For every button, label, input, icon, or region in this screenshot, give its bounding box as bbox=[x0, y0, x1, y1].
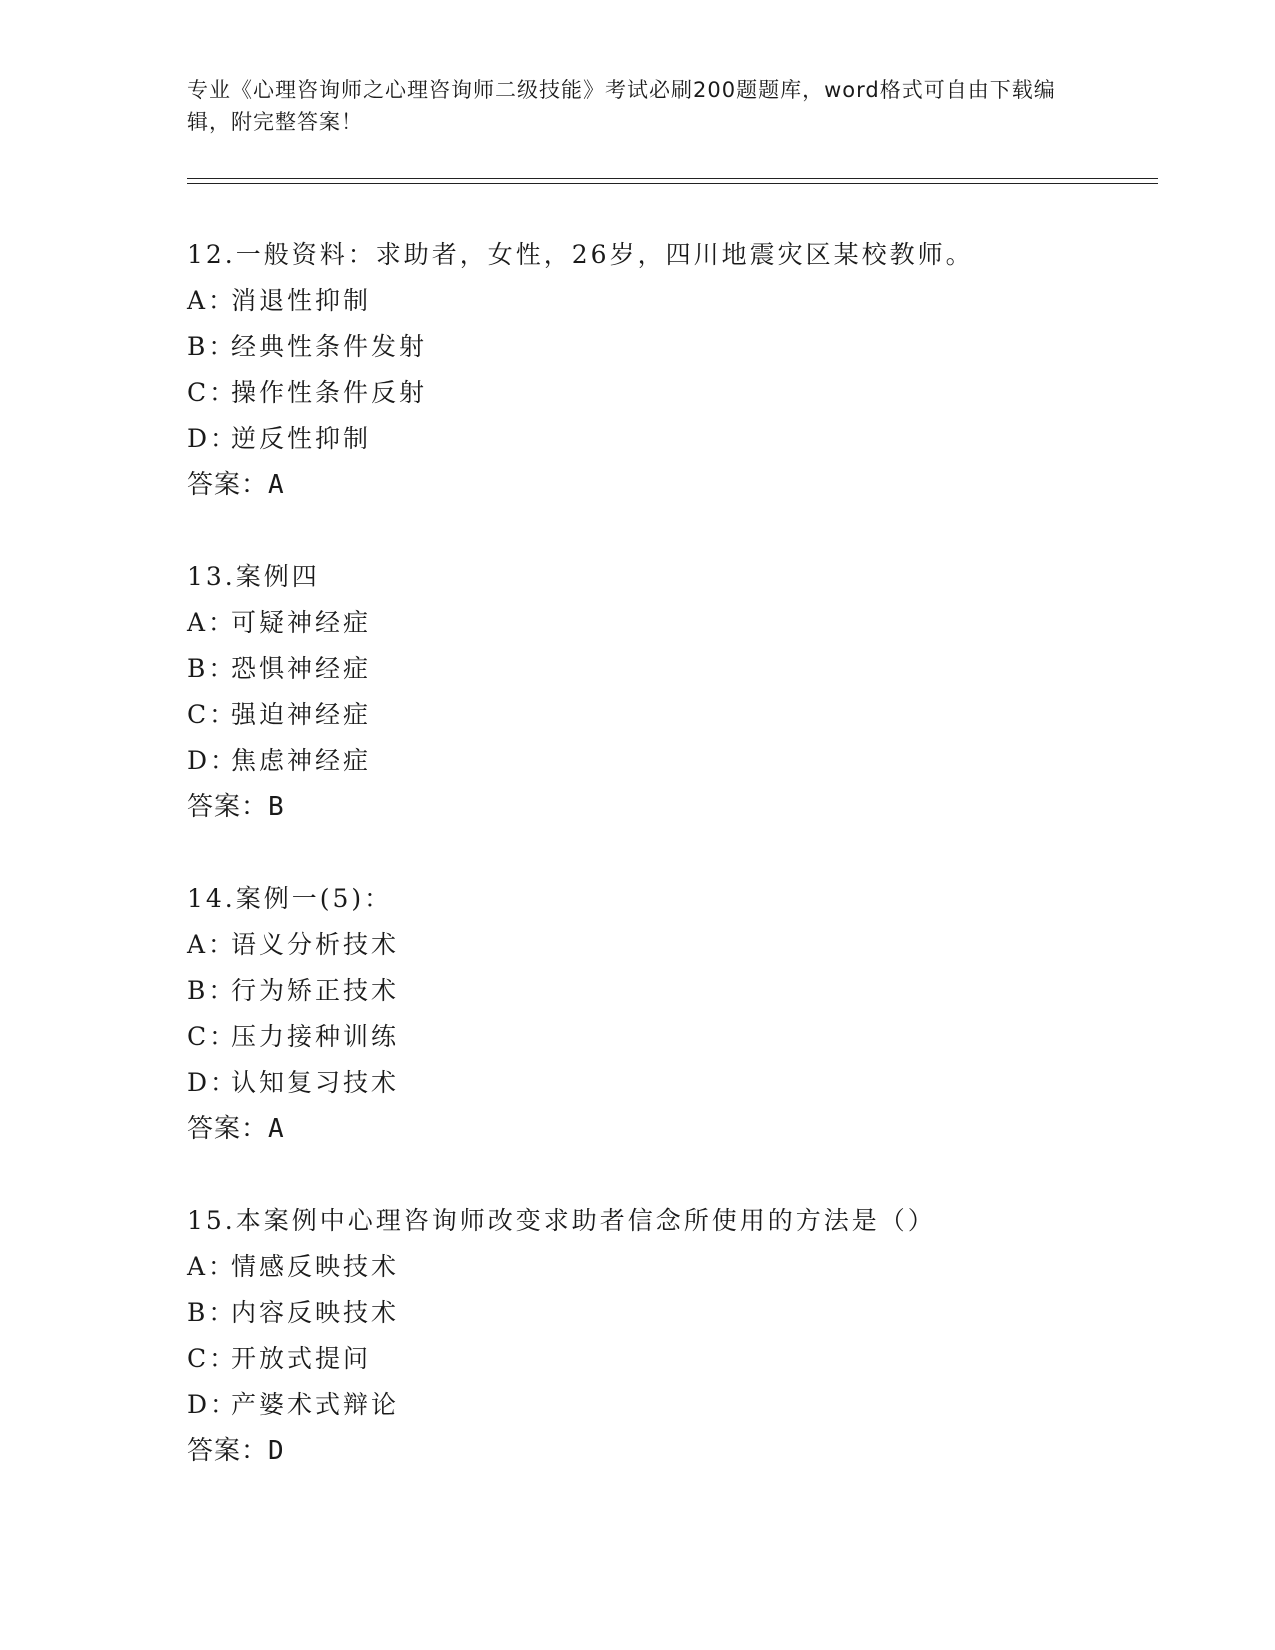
option-text: 行为矫正技术 bbox=[231, 976, 400, 1005]
answer-value: D bbox=[268, 1436, 284, 1466]
question-14 bbox=[187, 876, 1147, 1152]
header-divider-bottom bbox=[187, 183, 1158, 184]
answer-value: B bbox=[268, 792, 284, 822]
option-c bbox=[187, 692, 1147, 738]
option-d bbox=[187, 1382, 1147, 1428]
option-text: 情感反映技术 bbox=[231, 1252, 400, 1281]
option-b bbox=[187, 968, 1147, 1014]
option-b bbox=[187, 646, 1147, 692]
answer-line bbox=[187, 1428, 1147, 1474]
option-key: B： bbox=[187, 332, 237, 361]
option-key: A： bbox=[187, 1252, 237, 1281]
option-d bbox=[187, 416, 1147, 462]
option-c bbox=[187, 1336, 1147, 1382]
option-text: 操作性条件反射 bbox=[231, 378, 428, 407]
question-13 bbox=[187, 554, 1147, 830]
option-c bbox=[187, 370, 1147, 416]
option-key: A： bbox=[187, 608, 237, 637]
option-key: D： bbox=[187, 746, 239, 775]
answer-value: A bbox=[268, 1114, 284, 1144]
option-key: C： bbox=[187, 378, 238, 407]
option-text: 产婆术式辩论 bbox=[231, 1390, 400, 1419]
question-12 bbox=[187, 232, 1147, 508]
option-text: 内容反映技术 bbox=[231, 1298, 400, 1327]
document-intro: 专业《心理咨询师之心理咨询师二级技能》考试必刷200题题库，word格式可自由下载编辑，附完整答案！ bbox=[187, 78, 1056, 134]
option-key: C： bbox=[187, 700, 238, 729]
option-b bbox=[187, 324, 1147, 370]
question-15 bbox=[187, 1198, 1147, 1474]
option-a bbox=[187, 922, 1147, 968]
option-text: 强迫神经症 bbox=[231, 700, 372, 729]
option-text: 认知复习技术 bbox=[231, 1068, 400, 1097]
question-title: 15.本案例中心理咨询师改变求助者信念所使用的方法是（） bbox=[187, 1206, 936, 1235]
option-text: 经典性条件发射 bbox=[231, 332, 428, 361]
answer-label: 答案： bbox=[187, 792, 269, 822]
option-text: 消退性抑制 bbox=[231, 286, 372, 315]
answer-line bbox=[187, 462, 1147, 508]
option-text: 逆反性抑制 bbox=[231, 424, 372, 453]
option-key: D： bbox=[187, 424, 239, 453]
option-key: B： bbox=[187, 1298, 237, 1327]
answer-label: 答案： bbox=[187, 1114, 269, 1144]
option-text: 焦虑神经症 bbox=[231, 746, 372, 775]
option-text: 可疑神经症 bbox=[231, 608, 372, 637]
option-key: B： bbox=[187, 654, 237, 683]
answer-label: 答案： bbox=[187, 1436, 269, 1466]
option-text: 语义分析技术 bbox=[231, 930, 400, 959]
answer-label: 答案： bbox=[187, 470, 269, 500]
option-key: C： bbox=[187, 1022, 238, 1051]
option-a bbox=[187, 278, 1147, 324]
option-a bbox=[187, 600, 1147, 646]
question-title: 14.案例一(5)： bbox=[187, 884, 393, 913]
option-key: A： bbox=[187, 286, 237, 315]
answer-line bbox=[187, 1106, 1147, 1152]
option-text: 开放式提问 bbox=[231, 1344, 372, 1373]
answer-line bbox=[187, 784, 1147, 830]
option-d bbox=[187, 738, 1147, 784]
option-key: A： bbox=[187, 930, 237, 959]
option-b bbox=[187, 1290, 1147, 1336]
option-text: 压力接种训练 bbox=[231, 1022, 400, 1051]
question-title: 12.一般资料：求助者，女性，26岁，四川地震灾区某校教师。 bbox=[187, 240, 974, 269]
option-key: D： bbox=[187, 1068, 239, 1097]
option-key: D： bbox=[187, 1390, 239, 1419]
header-divider-top bbox=[187, 178, 1158, 179]
option-text: 恐惧神经症 bbox=[231, 654, 372, 683]
question-title: 13.案例四 bbox=[187, 562, 320, 591]
option-key: B： bbox=[187, 976, 237, 1005]
option-c bbox=[187, 1014, 1147, 1060]
option-d bbox=[187, 1060, 1147, 1106]
option-key: C： bbox=[187, 1344, 238, 1373]
answer-value: A bbox=[268, 470, 284, 500]
option-a bbox=[187, 1244, 1147, 1290]
